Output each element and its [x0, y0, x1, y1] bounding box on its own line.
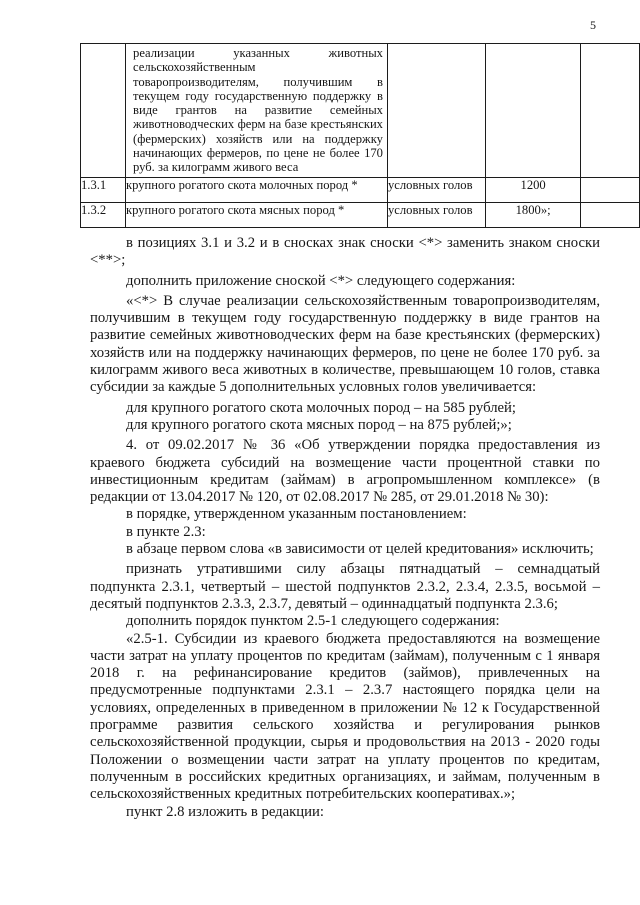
table-cell-text: реализации указанных животных сельскохозяйственным товаропроизводителям, получившим в текущем году государственную поддержку в виде грантов на развитие семейных животноводческих ферм на базе крестьянских (фермерских) хозяйств или на поддержку начинающих фермеров, по цене не более 170 руб. за килограмм живого веса	[133, 46, 383, 175]
row-unit: условных голов	[387, 202, 485, 227]
paragraph: в порядке, утвержденном указанным постановлением:	[126, 506, 467, 523]
paragraph: в позициях 3.1 и 3.2 и в сносках знак сноски <*> заменить знаком сноски <**>;	[90, 235, 600, 269]
row-unit: условных голов	[387, 177, 485, 202]
row-extra	[581, 202, 640, 227]
row-value: 1800»;	[486, 202, 581, 227]
paragraph: дополнить порядок пунктом 2.5-1 следующего содержания:	[126, 613, 500, 630]
row-value: 1200	[486, 177, 581, 202]
paragraph: «2.5-1. Субсидии из краевого бюджета предоставляются на возмещение части затрат на уплату процентов по кредитам (займам), полученным с 1 января 2018 г. на рефинансирование кредитов (займов), привлеченных на предусмотренные подпунктами 2.3.1 – 2.3.7 настоящего порядка цели на условиях, определенных в приведенном в приложении № 12 к Государственной программе развития сельского хозяйства и регулирования рынков сельскохозяйственной продукции, сырья и продовольствия на 2013 - 2020 годы Положении о возмещении части затрат на уплату процентов по кредитам, полученным в российских кредитных организациях, и займам, полученным в сельскохозяйственных кредитных потребительских кооперативах.»;	[90, 630, 600, 803]
table-row	[81, 177, 640, 202]
table-row	[81, 44, 640, 178]
document-body	[90, 235, 600, 821]
paragraph: признать утратившими силу абзацы пятнадцатый – семнадцатый подпункта 2.3.1, четвертый – шестой подпунктов 2.3.2, 2.3.4, 2.3.5, восьмой – десятый подпунктов 2.3.3, 2.3.7, девятый – одиннадцатый подпункта 2.3.6;	[90, 561, 600, 612]
paragraph: «<*> В случае реализации сельскохозяйственным товаропроизводителям, получившим в текущем году государственную поддержку в виде грантов на развитие семейных животноводческих ферм на базе крестьянских (фермерских) хозяйств или на поддержку начинающих фермеров, по цене не более 170 руб. за килограмм живого веса животных в количестве, превышающем 10 голов, ставка субсидии за каждые 5 дополнительных условных голов увеличивается:	[90, 292, 600, 396]
table-cell-description	[126, 44, 388, 178]
row-extra	[581, 177, 640, 202]
paragraph: для крупного рогатого скота молочных пород – на 585 рублей;	[126, 399, 516, 416]
paragraph: пункт 2.8 изложить в редакции:	[126, 803, 324, 820]
page-number: 5	[590, 18, 596, 32]
paragraph: для крупного рогатого скота мясных пород – на 875 рублей;»;	[126, 416, 512, 433]
paragraph: в абзаце первом слова «в зависимости от целей кредитования» исключить;	[126, 541, 594, 558]
row-name: крупного рогатого скота мясных пород *	[126, 202, 388, 227]
table-row	[81, 202, 640, 227]
row-number: 1.3.1	[81, 177, 126, 202]
paragraph: дополнить приложение сноской <*> следующего содержания:	[126, 272, 516, 289]
table-cell-extra	[581, 44, 640, 178]
row-name: крупного рогатого скота молочных пород *	[126, 177, 388, 202]
paragraph: 4. от 09.02.2017 № 36 «Об утверждении порядка предоставления из краевого бюджета субсидий на возмещение части процентной ставки по инвестиционным кредитам (займам) в агропромышленном комплексе» (в редакции от 13.04.2017 № 120, от 02.08.2017 № 285, от 29.01.2018 № 30):	[90, 437, 600, 506]
table-cell-value	[486, 44, 581, 178]
subsidy-rate-table	[80, 43, 640, 228]
paragraph: в пункте 2.3:	[126, 523, 206, 540]
table-cell-unit	[387, 44, 485, 178]
row-number: 1.3.2	[81, 202, 126, 227]
table-cell-number	[81, 44, 126, 178]
